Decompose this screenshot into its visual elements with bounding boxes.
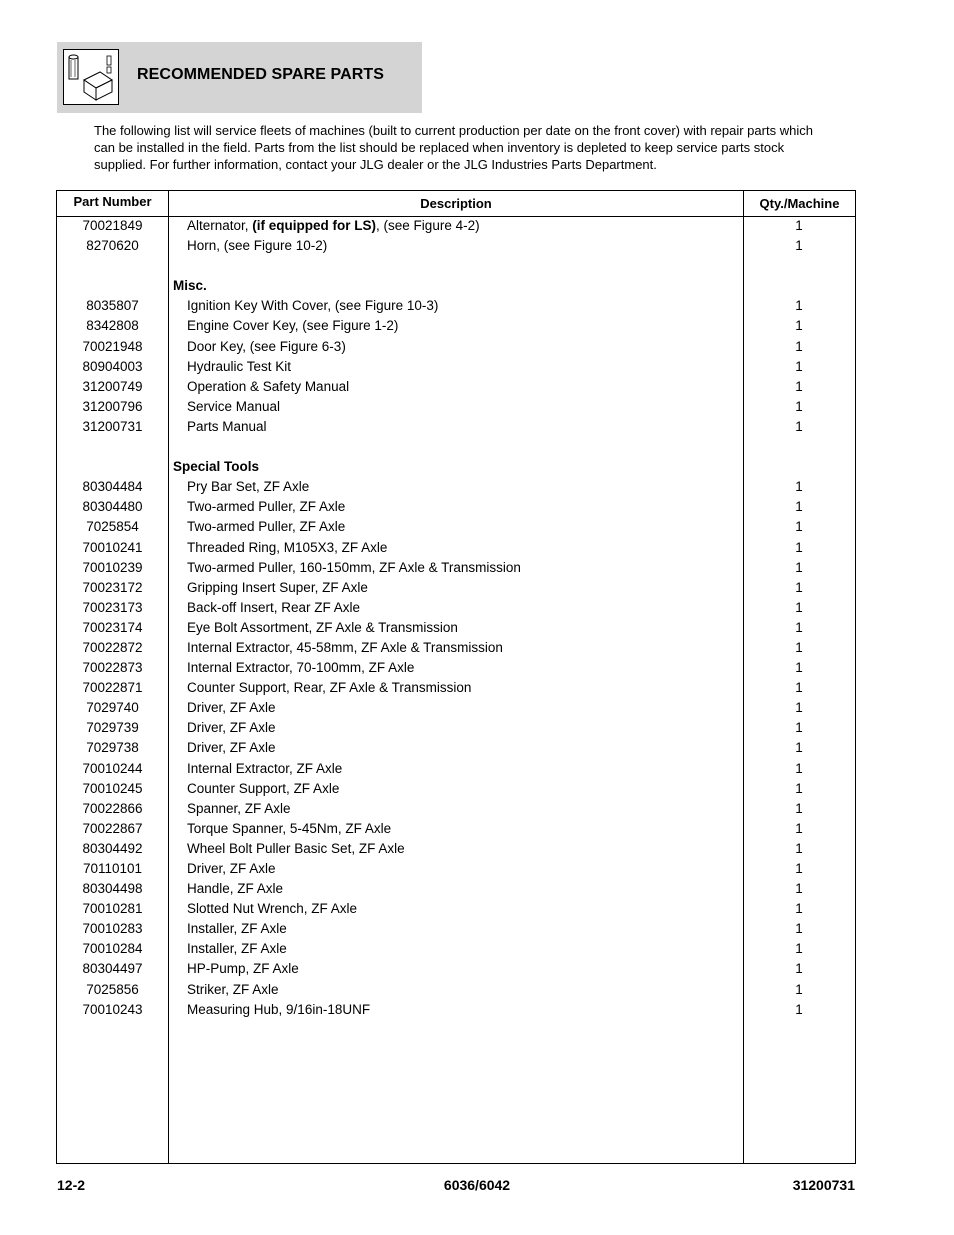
- part-description: [187, 519, 345, 534]
- part-description-text: Handle, ZF Axle: [187, 881, 284, 897]
- part-description: [187, 298, 438, 313]
- part-description-text: Horn, (see Figure 10-2): [187, 238, 328, 254]
- part-description-text: Installer, ZF Axle: [187, 941, 287, 957]
- part-description-text: Door Key, (see Figure 6-3): [187, 338, 346, 354]
- quantity: 1: [795, 418, 803, 434]
- part-description: [187, 620, 458, 635]
- part-number: 70021948: [82, 338, 143, 354]
- part-description-text: Hydraulic Test Kit: [187, 358, 292, 374]
- table-row: [57, 879, 855, 899]
- section-heading: Misc.: [173, 278, 207, 294]
- part-description: [187, 560, 521, 575]
- part-description: [187, 801, 291, 816]
- part-description-text: Engine Cover Key, (see Figure 1-2): [187, 318, 399, 334]
- part-description: [187, 700, 276, 715]
- part-number: 80304492: [82, 840, 143, 856]
- table-row: [57, 337, 855, 357]
- part-description: [187, 982, 279, 997]
- part-description-text: Wheel Bolt Puller Basic Set, ZF Axle: [187, 840, 405, 856]
- quantity: 1: [795, 398, 803, 414]
- part-description: [187, 399, 280, 414]
- quantity: 1: [795, 539, 803, 555]
- quantity: 1: [795, 238, 803, 254]
- part-description-text: Counter Support, ZF Axle: [187, 780, 340, 796]
- table-row: [57, 638, 855, 658]
- part-description-text: Gripping Insert Super, ZF Axle: [187, 579, 368, 595]
- part-description: [187, 540, 387, 555]
- header-qty: Qty./Machine: [759, 196, 840, 211]
- quantity: 1: [795, 941, 803, 957]
- part-number: 80904003: [82, 358, 143, 374]
- part-description-text: Back-off Insert, Rear ZF Axle: [187, 599, 361, 615]
- table-row: [57, 517, 855, 537]
- table-row: [57, 497, 855, 517]
- part-description-text: Parts Manual: [187, 418, 267, 434]
- table-row: [57, 377, 855, 397]
- quantity: 1: [795, 760, 803, 776]
- table-row: [57, 859, 855, 879]
- quantity: 1: [795, 800, 803, 816]
- table-row: [57, 357, 855, 377]
- part-number: 8270620: [86, 238, 139, 254]
- part-description: [187, 961, 299, 976]
- parts-table-body: [57, 216, 855, 1020]
- table-row: [57, 839, 855, 859]
- table-row: [57, 799, 855, 819]
- table-row: [57, 296, 855, 316]
- part-description: [187, 359, 291, 374]
- part-description-text: Pry Bar Set, ZF Axle: [187, 479, 310, 495]
- part-number: 70022871: [82, 680, 143, 696]
- table-row: [57, 698, 855, 718]
- page-title: RECOMMENDED SPARE PARTS: [137, 66, 385, 83]
- part-number: 70010241: [82, 539, 143, 555]
- part-number: 70022867: [82, 820, 143, 836]
- quantity: 1: [795, 961, 803, 977]
- part-description-text: Installer, ZF Axle: [187, 921, 287, 937]
- part-number: 70022873: [82, 660, 143, 676]
- part-number: 70010284: [82, 941, 143, 957]
- quantity: 1: [795, 901, 803, 917]
- section-heading-row: [57, 457, 855, 477]
- part-description: [187, 580, 368, 595]
- part-description-text: Eye Bolt Assortment, ZF Axle & Transmission: [187, 619, 458, 635]
- part-description: [187, 781, 339, 796]
- part-number: 31200796: [82, 398, 143, 414]
- section-heading-row: [57, 276, 855, 296]
- page-number: 12-2: [57, 1177, 86, 1193]
- part-description-text: Internal Extractor, ZF Axle: [187, 760, 343, 776]
- part-description: [187, 761, 342, 776]
- table-row: [57, 678, 855, 698]
- part-description: [187, 660, 414, 675]
- part-description-text: HP-Pump, ZF Axle: [187, 961, 299, 977]
- table-row: [57, 759, 855, 779]
- part-number: 7025856: [86, 981, 139, 997]
- blank-row: [57, 256, 855, 276]
- part-description-suffix: , (see Figure 4-2): [376, 218, 480, 233]
- part-description-text: Service Manual: [187, 398, 281, 414]
- quantity: 1: [795, 559, 803, 575]
- quantity: 1: [795, 358, 803, 374]
- part-description-text: Ignition Key With Cover, (see Figure 10-3): [187, 298, 439, 314]
- table-row: [57, 417, 855, 437]
- part-description-text: Driver, ZF Axle: [187, 700, 276, 716]
- part-description-text: Driver, ZF Axle: [187, 861, 276, 876]
- quantity: 1: [795, 479, 803, 495]
- part-description: [187, 680, 471, 695]
- quantity: 1: [795, 218, 803, 233]
- part-number: 80304480: [82, 499, 143, 515]
- quantity: 1: [795, 579, 803, 595]
- quantity: 1: [795, 740, 803, 756]
- part-number: 7025854: [86, 519, 139, 535]
- part-description: [187, 881, 283, 896]
- quantity: 1: [795, 840, 803, 856]
- part-number: 70110101: [82, 861, 143, 876]
- part-description: [187, 921, 287, 936]
- quantity: 1: [795, 700, 803, 716]
- quantity: 1: [795, 298, 803, 314]
- table-row: [57, 658, 855, 678]
- table-row: [57, 959, 855, 979]
- part-description-text: Threaded Ring, M105X3, ZF Axle: [187, 539, 388, 555]
- quantity: 1: [795, 378, 803, 394]
- part-description-text: Two-armed Puller, ZF Axle: [187, 519, 346, 535]
- table-row: [57, 939, 855, 959]
- part-description: [187, 861, 276, 876]
- quantity: 1: [795, 861, 803, 876]
- header-description: Description: [420, 196, 492, 211]
- part-number: 31200731: [82, 418, 143, 434]
- part-number: 7029739: [86, 720, 139, 736]
- quantity: 1: [795, 338, 803, 354]
- model-number: 6036/6042: [443, 1177, 511, 1193]
- part-description-text: Measuring Hub, 9/16in-18UNF: [187, 1001, 371, 1017]
- part-description: [187, 318, 398, 333]
- part-description-text: Spanner, ZF Axle: [187, 800, 291, 816]
- part-description: [187, 238, 327, 253]
- part-description-text: Driver, ZF Axle: [187, 720, 276, 736]
- quantity: 1: [795, 921, 803, 937]
- table-row: [57, 738, 855, 758]
- part-number: 80304484: [82, 479, 143, 495]
- table-row: [57, 598, 855, 618]
- part-description-text: Two-armed Puller, ZF Axle: [187, 499, 346, 515]
- part-description: [187, 640, 503, 655]
- part-description-text: Internal Extractor, 45-58mm, ZF Axle & Transmission: [187, 639, 503, 655]
- part-number: 7029740: [86, 700, 139, 716]
- spare-parts-icon: [63, 49, 119, 105]
- quantity: 1: [795, 881, 803, 897]
- table-row: [57, 216, 855, 236]
- quantity: 1: [795, 318, 803, 334]
- table-row: [57, 578, 855, 598]
- part-number: 70010243: [82, 1001, 143, 1017]
- part-description-text: Internal Extractor, 70-100mm, ZF Axle: [187, 660, 415, 676]
- part-description: [187, 720, 276, 735]
- part-description: [187, 941, 287, 956]
- table-row: [57, 819, 855, 839]
- part-description-emphasis: (if equipped for LS): [252, 218, 377, 233]
- part-number: 70023173: [82, 599, 143, 615]
- part-number: 70022872: [82, 639, 143, 655]
- table-row: [57, 980, 855, 1000]
- document-number: 31200731: [792, 1177, 855, 1193]
- part-number: 8342808: [86, 318, 139, 334]
- table-row: [57, 397, 855, 417]
- table-row: [57, 558, 855, 578]
- part-number: 70010281: [82, 901, 143, 917]
- quantity: 1: [795, 720, 803, 736]
- quantity: 1: [795, 1001, 803, 1017]
- table-row: [57, 1000, 855, 1020]
- part-number: 70010244: [82, 760, 143, 776]
- quantity: 1: [795, 499, 803, 515]
- intro-paragraph: The following list will service fleets of machines (built to current production per date on the front cover) with repair parts which can be installed in the field. Parts from the list should be replaced when inventory is depleted to keep service parts stock supplied. For further information, contact your JLG dealer or the JLG Industries Parts Department.: [94, 123, 813, 172]
- part-description-text: Slotted Nut Wrench, ZF Axle: [187, 901, 358, 917]
- part-number: 80304498: [82, 881, 143, 897]
- part-description: [187, 901, 357, 916]
- part-description: [187, 419, 267, 434]
- part-number: 70010239: [82, 559, 143, 575]
- quantity: 1: [795, 820, 803, 836]
- quantity: 1: [795, 619, 803, 635]
- part-number: 70021849: [82, 218, 143, 233]
- quantity: 1: [795, 599, 803, 615]
- part-number: 70010245: [82, 780, 143, 796]
- part-description: [187, 821, 391, 836]
- table-row: [57, 538, 855, 558]
- table-row: [57, 316, 855, 336]
- part-description: [187, 379, 349, 394]
- part-description-text: Two-armed Puller, 160-150mm, ZF Axle & Transmission: [187, 559, 521, 575]
- part-number: 7029738: [86, 740, 139, 756]
- section-heading: Special Tools: [173, 459, 260, 475]
- part-description-text: Torque Spanner, 5-45Nm, ZF Axle: [187, 820, 392, 836]
- table-row: [57, 779, 855, 799]
- table-row: [57, 236, 855, 256]
- part-description: [187, 841, 405, 856]
- quantity: 1: [795, 639, 803, 655]
- part-description-text: Counter Support, Rear, ZF Axle & Transmission: [187, 680, 472, 696]
- quantity: 1: [795, 680, 803, 696]
- quantity: 1: [795, 519, 803, 535]
- quantity: 1: [795, 780, 803, 796]
- quantity: 1: [795, 660, 803, 676]
- part-description: [187, 218, 480, 233]
- part-description: [187, 339, 346, 354]
- table-row: [57, 618, 855, 638]
- part-description: [187, 499, 345, 514]
- part-description-text: Alternator,: [187, 218, 253, 233]
- part-number: 70023174: [82, 619, 143, 635]
- part-number: 8035807: [86, 298, 139, 314]
- part-number: 70022866: [82, 800, 143, 816]
- table-row: [57, 919, 855, 939]
- table-row: [57, 477, 855, 497]
- part-description: [187, 740, 276, 755]
- part-description-text: Operation & Safety Manual: [187, 378, 350, 394]
- part-description: [187, 600, 360, 615]
- header-part-number: Part Number: [73, 194, 152, 209]
- blank-row: [57, 437, 855, 457]
- part-description-text: Striker, ZF Axle: [187, 981, 279, 997]
- part-number: 70023172: [82, 579, 143, 595]
- part-description: [187, 1002, 370, 1017]
- table-row: [57, 899, 855, 919]
- part-number: 31200749: [82, 378, 143, 394]
- part-number: 80304497: [82, 961, 143, 977]
- part-description: [187, 479, 309, 494]
- part-description-text: Driver, ZF Axle: [187, 740, 276, 756]
- quantity: 1: [795, 981, 803, 997]
- table-row: [57, 718, 855, 738]
- part-number: 70010283: [82, 921, 143, 937]
